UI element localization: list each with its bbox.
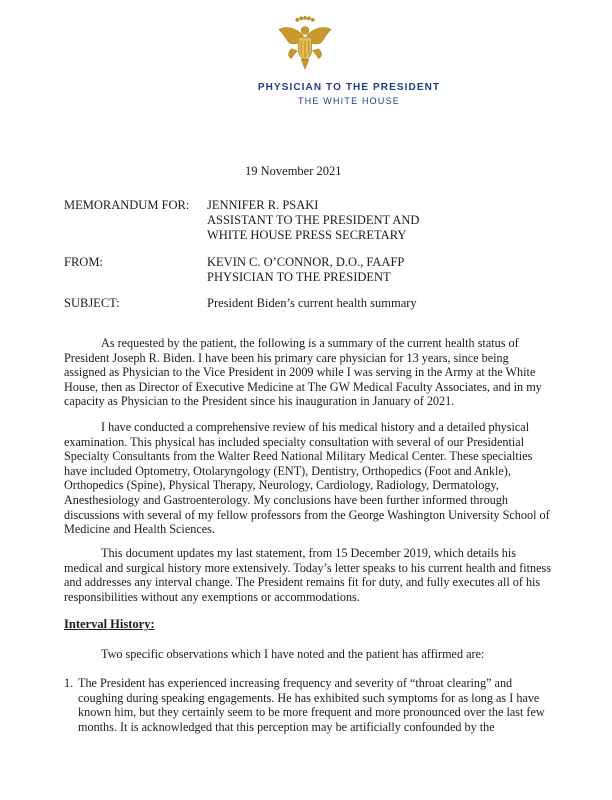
- letterhead-title: PHYSICIAN TO THE PRESIDENT: [257, 82, 441, 93]
- interval-intro: Two specific observations which I have noted and the patient has affirmed are:: [101, 647, 485, 661]
- paragraph: This document updates my last statement, from 15 December 2019, which details his medical and surgical history more extensively. Today’s letter speaks to his current health and fitness and addresses any interval change. The President remains fit for duty, and fully executes all of his responsibilities without any exemptions or accommodations.: [64, 546, 551, 604]
- memo-from-line: KEVIN C. O’CONNOR, D.O., FAAFP: [207, 255, 405, 269]
- presidential-seal-icon: [276, 14, 334, 72]
- memo-subject: President Biden’s current health summary: [207, 296, 417, 310]
- memo-to-label: MEMORANDUM FOR:: [64, 198, 190, 212]
- paragraph: As requested by the patient, the following is a summary of the current health status of President Joseph R. Biden. I have been his primary care physician for 13 years, since being assigned as Physician to the Vice President in 2009 while I was serving in the Army at the White House, then as Director of Executive Medicine at The GW Medical Faculty Associates, and in my capacity as Physician to the President since his inauguration in January of 2021.: [64, 336, 542, 409]
- memo-from-line: PHYSICIAN TO THE PRESIDENT: [207, 270, 391, 284]
- memo-from-sender: [207, 255, 404, 285]
- memo-subject-label: SUBJECT:: [64, 296, 120, 310]
- letterhead-subtitle: THE WHITE HOUSE: [297, 96, 400, 106]
- memo-to-line: JENNIFER R. PSAKI: [207, 198, 319, 212]
- memo-date: 19 November 2021: [245, 164, 342, 178]
- memo-from-label: FROM:: [64, 255, 103, 269]
- paragraph: I have conducted a comprehensive review of his medical history and a detailed physical examination. This physical has included specialty consultation with several of our Presidential Specialty Consultants from the Walter Reed National Military Medical Center. These specialties have included Optometry, Otolaryngology (ENT), Dentistry, Orthopedics (Foot and Ankle), Orthopedics (Spine), Physical Therapy, Neurology, Cardiology, Radiology, Dermatology, Anesthesiology and Gastroenterology. My conclusions have been further informed through discussions with several of my fellow professors from the George Washington University School of Medicine and Health Sciences.: [64, 420, 550, 537]
- list-item-number: 1.: [64, 676, 74, 690]
- memo-to-line: WHITE HOUSE PRESS SECRETARY: [207, 228, 407, 242]
- list-item-text: The President has experienced increasing frequency and severity of “throat clearing” and coughing during speaking engagements. He has exhibited such symptoms for as long as I have known him, but they certainly seem to be more frequent and more pronounced over the last few months. It is acknowledged that this perception may be artificially confounded by the: [78, 676, 545, 734]
- section-heading-interval-history: Interval History:: [64, 617, 155, 631]
- letterhead: [0, 82, 612, 106]
- memo-to-recipient: [207, 198, 419, 243]
- memo-to-line: ASSISTANT TO THE PRESIDENT AND: [207, 213, 420, 227]
